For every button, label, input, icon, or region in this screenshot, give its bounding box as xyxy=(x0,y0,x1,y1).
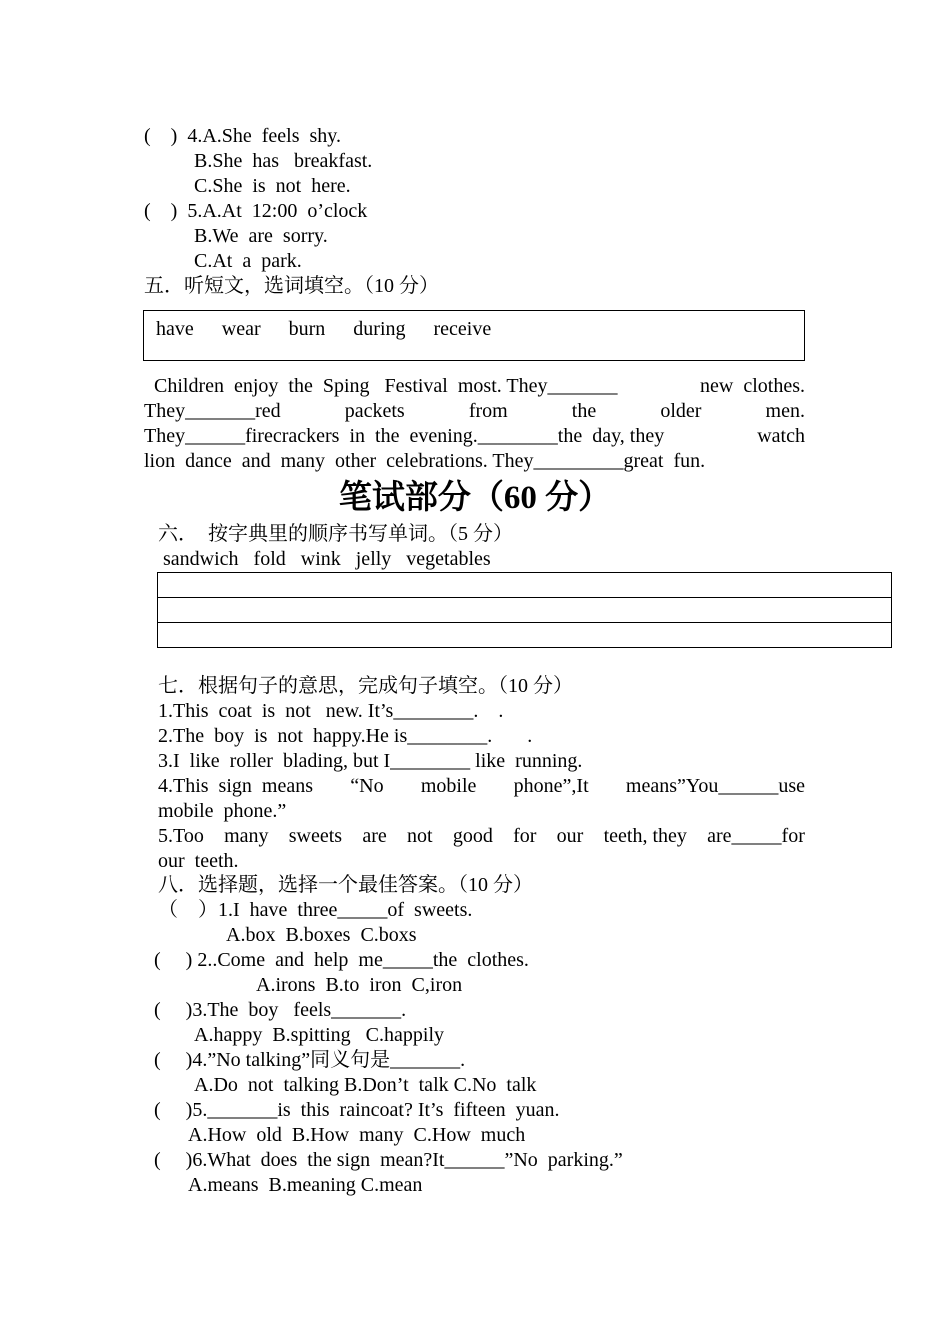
section7-heading: 七．根据句子的意思，完成句子填空。（10 分） xyxy=(158,675,573,697)
section7-sentence-3: 3.I like roller blading, but I________ like running. xyxy=(158,750,583,772)
section8-q6-options: A.means B.meaning C.mean xyxy=(188,1174,423,1196)
written-part-title: 笔试部分（60 分） xyxy=(338,480,612,516)
writing-line-1[interactable] xyxy=(158,573,892,598)
word-bank-box xyxy=(143,310,805,361)
q4-option-b: B.She has breakfast. xyxy=(194,150,373,172)
q4-option-c: C.She is not here. xyxy=(194,175,351,197)
section8-q5: ( )5._______is this raincoat? It’s fifteen yuan. xyxy=(154,1099,560,1121)
q5-option-a: ( ) 5.A.At 12:00 o’clock xyxy=(144,200,368,222)
passage-line-1: Children enjoy the Sping Festival most. They_______ new clothes. xyxy=(144,375,805,397)
section6-heading: 六． 按字典里的顺序书写单词。（5 分） xyxy=(158,523,513,545)
word-bank-item: during xyxy=(353,318,406,340)
section7-sentence-5: 5.Too many sweets are not good for our teeth, they are_____for xyxy=(158,825,805,847)
section8-q4: ( )4.”No talking”同义句是_______. xyxy=(154,1049,466,1071)
passage-line-2: They_______red packets from the older men. xyxy=(144,400,805,422)
section5-heading: 五．听短文，选词填空。（10 分） xyxy=(144,275,439,297)
section8-q1: （ ）1.I have three_____of sweets. xyxy=(158,899,473,921)
passage-line-3: They______firecrackers in the evening.________the day, they watch xyxy=(144,425,805,447)
section7-sentence-4: 4.This sign means “No mobile phone”,It means”You______use xyxy=(158,775,805,797)
section7-sentence-4-cont: mobile phone.” xyxy=(158,800,287,822)
q4-option-a: ( ) 4.A.She feels shy. xyxy=(144,125,342,147)
section8-q4-options: A.Do not talking B.Don’t talk C.No talk xyxy=(194,1074,537,1096)
section7-sentence-1: 1.This coat is not new. It’s________. . xyxy=(158,700,504,722)
section8-q2: ( ) 2..Come and help me_____the clothes. xyxy=(154,949,529,971)
word-bank-item: receive xyxy=(433,318,492,340)
passage-line-4: lion dance and many other celebrations. They_________great fun. xyxy=(144,450,706,472)
section8-q3-options: A.happy B.spitting C.happily xyxy=(194,1024,444,1046)
section6-words: sandwich fold wink jelly vegetables xyxy=(158,548,491,570)
q5-option-b: B.We are sorry. xyxy=(194,225,328,247)
writing-line-2[interactable] xyxy=(158,598,892,623)
section8-heading: 八．选择题，选择一个最佳答案。（10 分） xyxy=(158,874,533,896)
writing-lines[interactable] xyxy=(157,572,892,648)
word-bank-item: burn xyxy=(288,318,326,340)
section7-sentence-5-cont: our teeth. xyxy=(158,850,239,872)
word-bank-item: wear xyxy=(221,318,261,340)
section7-sentence-2: 2.The boy is not happy.He is________. . xyxy=(158,725,533,747)
section8-q5-options: A.How old B.How many C.How much xyxy=(188,1124,526,1146)
word-bank xyxy=(156,317,491,342)
section8-q2-options: A.irons B.to iron C,iron xyxy=(256,974,463,996)
section8-q1-options: A.box B.boxes C.boxs xyxy=(226,924,417,946)
writing-line-3[interactable] xyxy=(158,623,892,648)
section8-q3: ( )3.The boy feels_______. xyxy=(154,999,407,1021)
word-bank-item: have xyxy=(156,318,194,340)
section8-q6: ( )6.What does the sign mean?It______”No parking.” xyxy=(154,1149,623,1171)
q5-option-c: C.At a park. xyxy=(194,250,302,272)
